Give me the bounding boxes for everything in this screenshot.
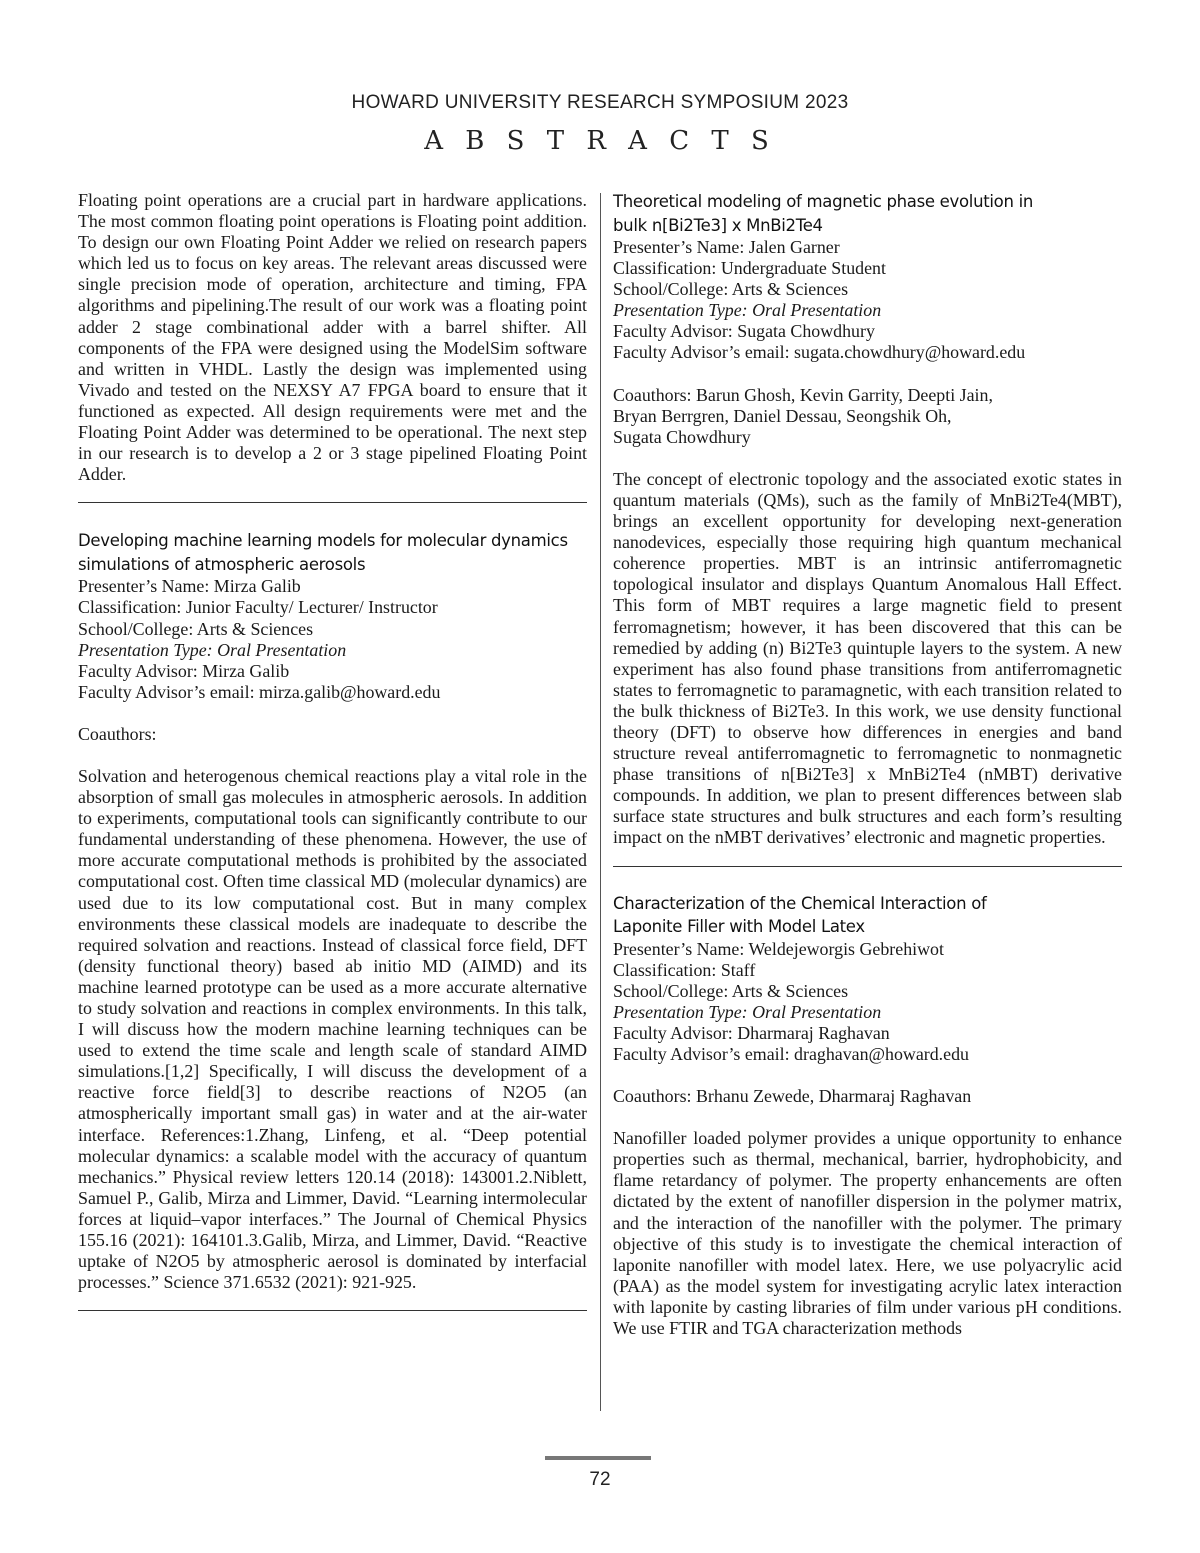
right-column — [613, 190, 1122, 1339]
title-line: Developing machine learning models for molecular dynamics — [78, 531, 568, 551]
school-college: School/College: Arts & Sciences — [613, 279, 849, 300]
abstract-metadata — [613, 939, 1122, 1129]
classification: Classification: Undergraduate Student — [613, 258, 886, 279]
title-line: Characterization of the Chemical Interaction of — [613, 893, 987, 913]
faculty-advisor: Faculty Advisor: Mirza Galib — [78, 660, 290, 681]
abstract-title — [613, 190, 1122, 237]
divider — [613, 866, 1122, 867]
symposium-title: HOWARD UNIVERSITY RESEARCH SYMPOSIUM 2023 — [351, 92, 849, 113]
page-number: 72 — [589, 1469, 611, 1490]
title-line: bulk n[Bi2Te3] x MnBi2Te4 — [613, 215, 823, 235]
presentation-type: Presentation Type: Oral Presentation — [78, 639, 347, 660]
faculty-advisor: Faculty Advisor: Sugata Chowdhury — [613, 321, 875, 342]
school-college: School/College: Arts & Sciences — [78, 618, 314, 639]
title-line: Laponite Filler with Model Latex — [613, 917, 865, 937]
classification: Classification: Junior Faculty/ Lecturer/ Instructor — [78, 597, 438, 618]
divider — [78, 502, 587, 503]
column-divider — [600, 193, 601, 1411]
divider — [78, 1310, 587, 1311]
presenter-name: Presenter’s Name: Jalen Garner — [613, 237, 840, 257]
faculty-advisor-email: Faculty Advisor’s email: draghavan@howard.edu — [613, 1044, 969, 1064]
abstract-title — [78, 529, 587, 576]
title-line: Theoretical modeling of magnetic phase evolution in — [613, 192, 1034, 211]
abstract-metadata — [613, 237, 1122, 469]
abstract-body: Nanofiller loaded polymer provides a unique opportunity to enhance properties such as thermal, mechanical, barrier, hydrophobicity, and flame retardancy of polymer. The property enhancements are often dictated by the extent of nanofiller dispersion in the polymer matrix, and the interaction of the nanofiller with the polymer. The primary objective of this study is to investigate the chemical interaction of laponite nanofiller with model latex. Here, we use polyacrylic acid (PAA) as the model system for investigating acrylic latex interaction with laponite by casting libraries of film under various pH conditions. We use FTIR and TGA characterization methods — [613, 1128, 1122, 1339]
presentation-type: Presentation Type: Oral Presentation — [613, 300, 882, 321]
abstract-laponite-filler — [613, 892, 1122, 1340]
coauthors: Bryan Berrgren, Daniel Dessau, Seongshik Oh, — [613, 405, 952, 426]
presentation-type: Presentation Type: Oral Presentation — [613, 1001, 882, 1022]
abstract-ml-molecular-dynamics — [78, 529, 587, 1293]
abstract-metadata — [78, 576, 587, 766]
presenter-name: Presenter’s Name: Mirza Galib — [78, 576, 301, 597]
abstract-title — [613, 892, 1122, 939]
abstract-magnetic-phase-evolution — [613, 190, 1122, 849]
coauthors: Coauthors: Barun Ghosh, Kevin Garrity, Deepti Jain, — [613, 384, 993, 405]
abstract-body: The concept of electronic topology and the associated exotic states in quantum materials (QMs), such as the family of MnBi2Te4(MBT), brings an excellent opportunity for developing next-generation nanodevices, especially those requiring high quantum mechanical coherence properties. MBT is an intrinsic antiferromagnetic topological insulator and displays Quantum Anomalous Hall Effect. This form of MBT requires a large magnetic field to present ferromagnetism; however, it has been discovered that this can be remedied by adding (n) Bi2Te3 quintuple layers to the system. A new experiment has also found phase transitions from antiferromagnetic states to ferromagnetic to paramagnetic, with each transition related to the bulk thickness of Bi2Te3. In this work, we use density functional theory (DFT) to observe how differences in energies and band structure reveal antiferromagnetic to ferromagnetic to nonmagnetic phase transitions of n[Bi2Te3] x MnBi2Te4 (nMBT) derivative compounds. In addition, we plan to present differences between slab surface state structures and bulk structures and each form’s resulting impact on the nMBT derivatives’ electronic and magnetic properties. — [613, 468, 1122, 848]
faculty-advisor: Faculty Advisor: Dharmaraj Raghavan — [613, 1022, 890, 1043]
coauthors: Coauthors: Brhanu Zewede, Dharmaraj Raghavan — [613, 1086, 972, 1107]
left-column — [78, 190, 587, 1311]
footer-rule — [545, 1456, 651, 1460]
faculty-advisor-email: Faculty Advisor’s email: sugata.chowdhury@howard.edu — [613, 342, 1026, 363]
section-heading: A B S T R A C T S — [424, 126, 776, 156]
coauthors: Sugata Chowdhury — [613, 426, 751, 447]
classification: Classification: Staff — [613, 959, 756, 980]
continued-abstract-text: Floating point operations are a crucial part in hardware applications. The most common floating point operations is Floating point addition. To design our own Floating Point Adder we relied on research papers which led us to focus on key areas. The relevant areas discussed were single precision mode of operation, architecture and timing, FPA algorithms and pipelining.The result of our work was a floating point adder 2 stage combinational adder with a barrel shifter. All components of the FPA were designed using the ModelSim software and written in VHDL. Lastly the design was implemented using Vivado and tested on the NEXSY A7 FPGA board to ensure that it functioned as expected. All design requirements were met and the Floating Point Adder was determined to be operational. The next step in our research is to develop a 2 or 3 stage pipelined Floating Point Adder. — [78, 190, 587, 485]
presenter-name: Presenter’s Name: Weldejeworgis Gebrehiwot — [613, 938, 944, 959]
coauthors: Coauthors: — [78, 723, 157, 744]
abstract-body: Solvation and heterogenous chemical reactions play a vital role in the absorption of small gas molecules in atmospheric aerosols. In addition to experiments, computational tools can significantly contribute to our fundamental understanding of these phenomena. However, the use of more accurate computational methods is prohibited by the associated computational cost. Often time classical MD (molecular dynamics) are used due to its low computational cost. But in many complex environments these classical models are inadequate to describe the required solvation and reactions. Instead of classical force field, DFT (density functional theory) based ab initio MD (AIMD) and its machine learned prototype can be used as a more accurate alternative to study solvation and reactions in complex environments. In this talk, I will discuss how the modern machine learning techniques can be used to extend the time scale and length scale of standard AIMD simulations.[1,2] Specifically, I will discuss the development of a reactive force field[3] to describe reactions of N2O5 (an atmospherically important small gas) in water and at the air-water interface. References:1.Zhang, Linfeng, et al. “Deep potential molecular dynamics: a scalable model with the accuracy of quantum mechanics.” Physical review letters 120.14 (2018): 143001.2.Niblett, Samuel P., Galib, Mirza and Limmer, David. “Learning intermolecular forces at liquid–vapor interfaces.” The Journal of Chemical Physics 155.16 (2021): 164101.3.Galib, Mirza, and Limmer, David. “Reactive uptake of N2O5 by atmospheric aerosol is dominated by interfacial processes.” Science 371.6532 (2021): 921-925. — [78, 765, 587, 1293]
faculty-advisor-email: Faculty Advisor’s email: mirza.galib@howard.edu — [78, 681, 441, 702]
title-line: simulations of atmospheric aerosols — [78, 554, 366, 574]
school-college: School/College: Arts & Sciences — [613, 980, 849, 1001]
